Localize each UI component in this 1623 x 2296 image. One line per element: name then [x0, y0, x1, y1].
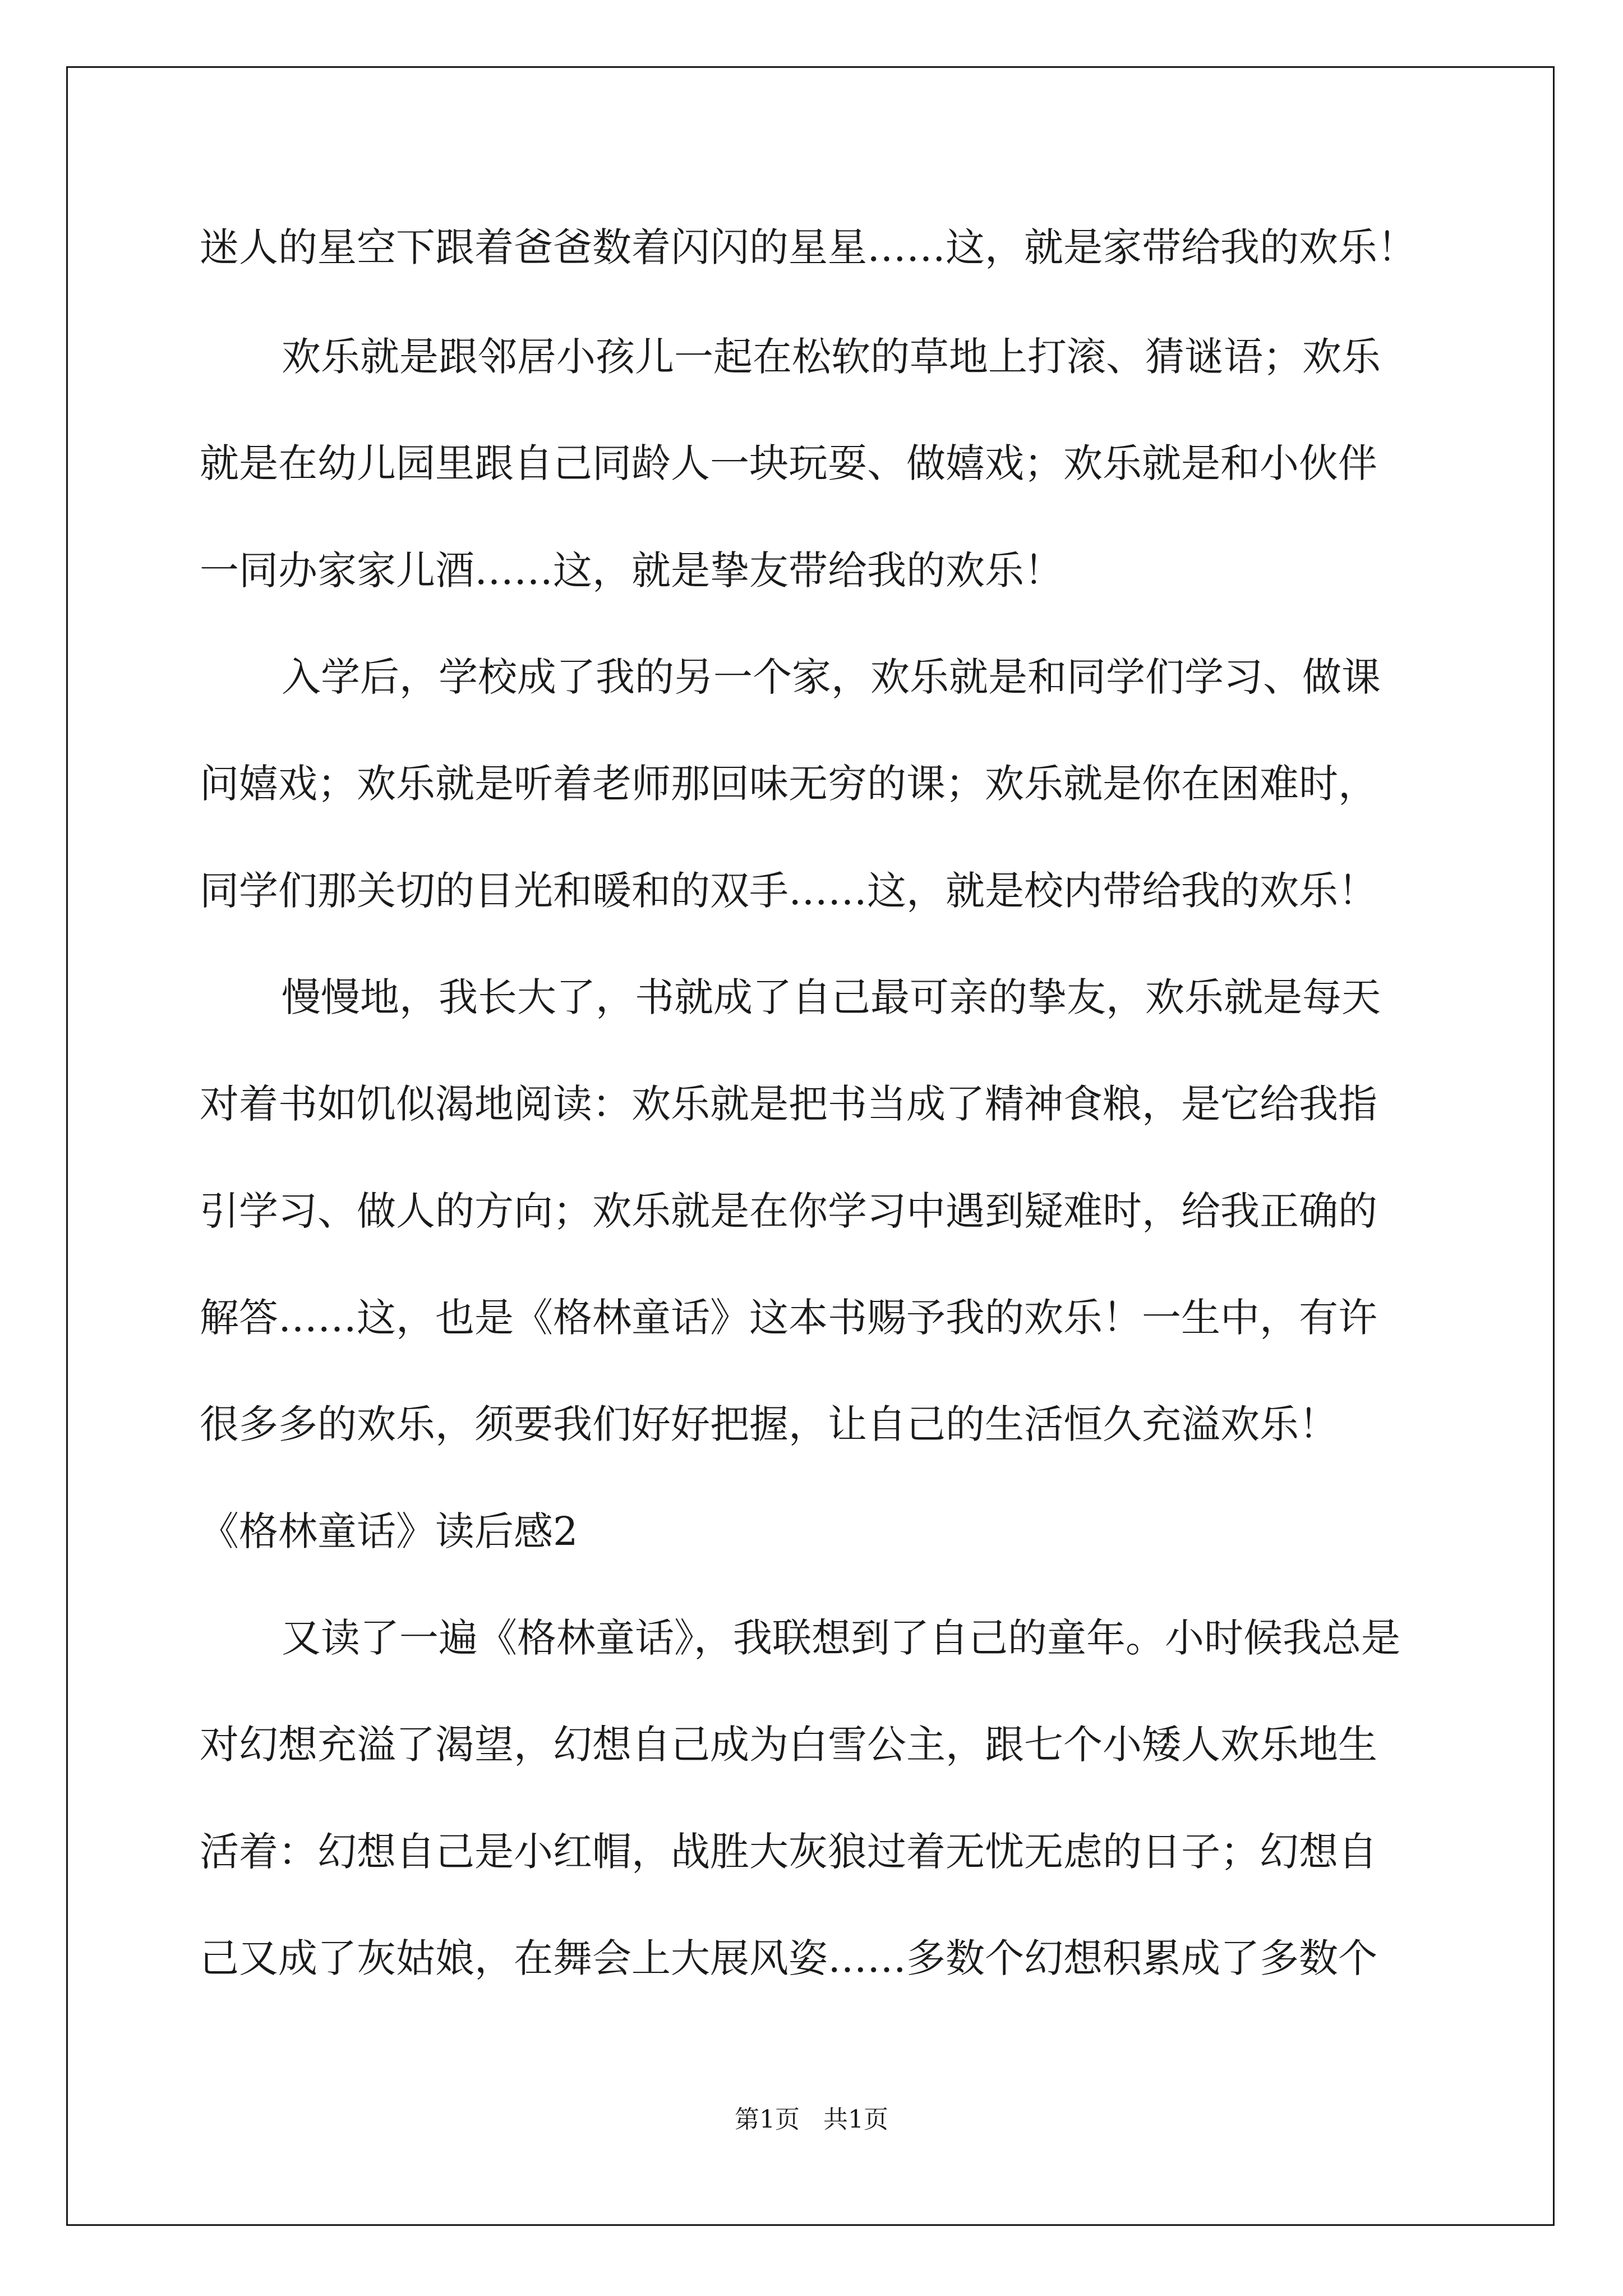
paragraph-2-line-1: 欢乐就是跟邻居小孩儿一起在松软的草地上打滚、猜谜语；欢乐: [282, 334, 1381, 380]
paragraph-3-line-1: 入学后，学校成了我的另一个家，欢乐就是和同学们学习、做课: [282, 654, 1381, 700]
paragraph-3-line-2: 问嬉戏；欢乐就是听着老师那回味无穷的课；欢乐就是你在困难时，: [200, 761, 1377, 807]
paragraph-5-line-3: 活着：幻想自己是小红帽，战胜大灰狼过着无忧无虑的日子；幻想自: [200, 1829, 1377, 1875]
paragraph-3-line-3: 同学们那关切的目光和暖和的双手……这，就是校内带给我的欢乐！: [200, 868, 1377, 914]
paragraph-4-line-1: 慢慢地，我长大了，书就成了自己最可亲的挚友，欢乐就是每天: [282, 974, 1381, 1020]
paragraph-2-line-2: 就是在幼儿园里跟自己同龄人一块玩耍、做嬉戏；欢乐就是和小伙伴: [200, 440, 1377, 486]
paragraph-5-line-2: 对幻想充溢了渴望，幻想自己成为白雪公主，跟七个小矮人欢乐地生: [200, 1722, 1377, 1768]
paragraph-4-line-2: 对着书如饥似渴地阅读：欢乐就是把书当成了精神食粮，是它给我指: [200, 1081, 1377, 1127]
paragraph-2-line-3: 一同办家家儿酒……这，就是挚友带给我的欢乐！: [200, 547, 1063, 593]
paragraph-5-line-4: 己又成了灰姑娘，在舞会上大展风姿……多数个幻想积累成了多数个: [200, 1935, 1377, 1981]
paragraph-4-line-5: 很多多的欢乐，须要我们好好把握，让自己的生活恒久充溢欢乐！: [200, 1401, 1338, 1447]
section-heading: 《格林童话》读后感2: [200, 1508, 578, 1554]
paragraph-4-line-3: 引学习、做人的方向；欢乐就是在你学习中遇到疑难时，给我正确的: [200, 1188, 1377, 1234]
paragraph-1-line-1: 迷人的星空下跟着爸爸数着闪闪的星星……这，就是家带给我的欢乐！: [200, 224, 1417, 270]
page-border: [66, 66, 1555, 2226]
page-footer: 第1页 共1页: [735, 2105, 888, 2134]
paragraph-5-line-1: 又读了一遍《格林童话》，我联想到了自己的童年。小时候我总是: [282, 1615, 1400, 1661]
paragraph-4-line-4: 解答……这，也是《格林童话》这本书赐予我的欢乐！一生中，有许: [200, 1295, 1377, 1341]
